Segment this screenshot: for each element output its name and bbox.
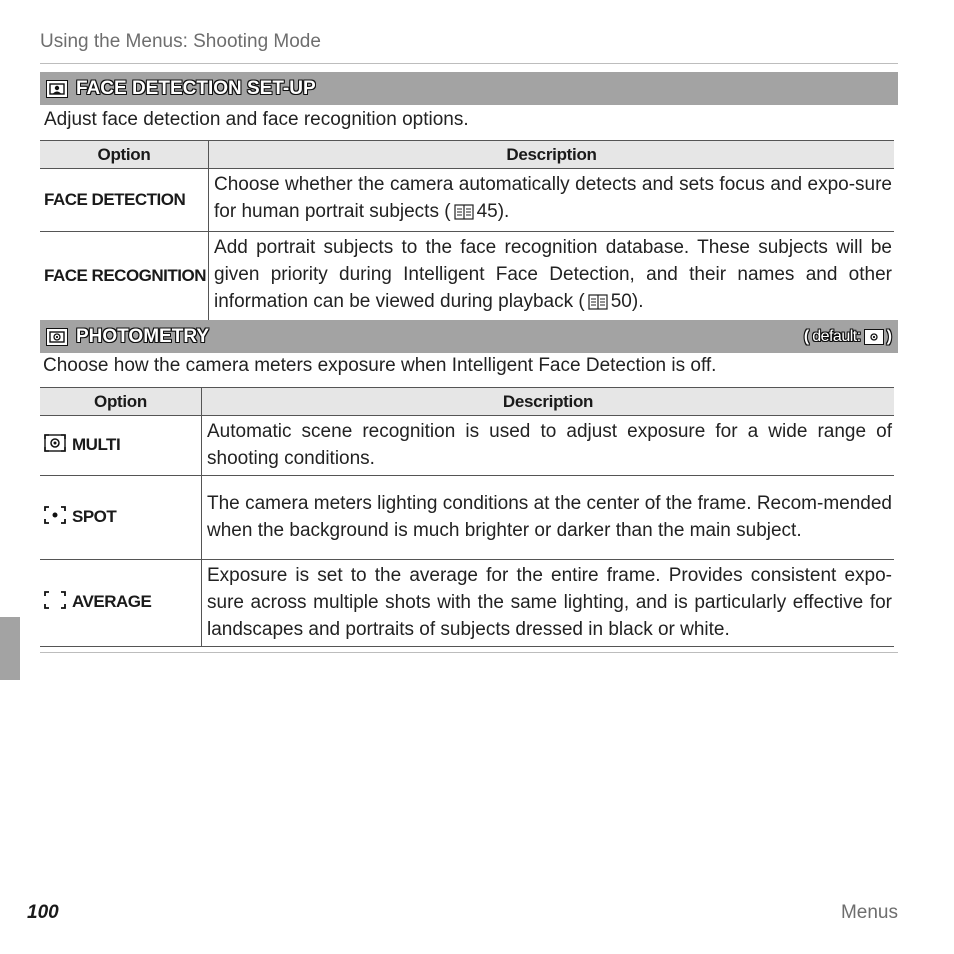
average-metering-icon (44, 591, 66, 614)
default-setting: ( default: ) (803, 327, 892, 345)
option-description: Add portrait subjects to the face recognition database. These subjects will be given priority during Intelligent Face Detection, and their names and other information can be viewed during playback ( 50). (209, 232, 894, 322)
book-icon (588, 291, 608, 318)
photometry-icon (46, 328, 68, 346)
option-description: Exposure is set to the average for the entire frame. Provides consistent expo-sure across multiple shots with the same lighting, and is particularly effective for landscapes and portraits of subjects dressed in black or white. (202, 560, 895, 647)
column-header-description: Description (202, 388, 895, 416)
option-spot: SPOT (40, 476, 202, 560)
section-intro: Choose how the camera meters exposure when Intelligent Face Detection is off. (43, 355, 717, 376)
photometry-table (40, 387, 894, 647)
option-face-recognition: FACE RECOGNITION (40, 232, 209, 322)
table-row (40, 476, 894, 560)
multi-metering-icon (44, 434, 66, 457)
table-row (40, 560, 894, 647)
section-thumb-tab (0, 617, 20, 680)
option-average: AVERAGE (40, 560, 202, 647)
face-detection-table (40, 140, 894, 322)
table-header-row (40, 141, 894, 169)
section-header-face-detection (40, 72, 898, 105)
option-description: Automatic scene recognition is used to adjust exposure for a wide range of shooting conditions. (202, 416, 895, 476)
option-face-detection: FACE DETECTION (40, 169, 209, 232)
page-number: 100 (27, 902, 59, 923)
option-description: Choose whether the camera automatically detects and sets focus and expo-sure for human portrait subjects ( 45). (209, 169, 894, 232)
table-header-row (40, 388, 894, 416)
running-head: Using the Menus: Shooting Mode (40, 31, 321, 52)
book-icon (454, 201, 474, 228)
option-multi: MULTI (40, 416, 202, 476)
column-header-option: Option (40, 388, 202, 416)
spot-metering-icon (44, 506, 66, 529)
section-title: FACE DETECTION SET-UP (76, 77, 316, 99)
option-description: The camera meters lighting conditions at the center of the frame. Recom-mended when the background is much brighter or darker than the main subject. (202, 476, 895, 560)
header-divider (40, 63, 898, 64)
table-row (40, 232, 894, 322)
footer-divider (40, 652, 898, 653)
face-detection-icon (46, 80, 68, 98)
table-row (40, 416, 894, 476)
multi-metering-icon (864, 329, 884, 345)
footer-section-label: Menus (840, 902, 898, 923)
section-intro: Adjust face detection and face recognition options. (44, 109, 469, 130)
column-header-option: Option (40, 141, 209, 169)
section-title: PHOTOMETRY (76, 325, 210, 347)
section-header-photometry (40, 320, 898, 353)
table-row (40, 169, 894, 232)
column-header-description: Description (209, 141, 894, 169)
